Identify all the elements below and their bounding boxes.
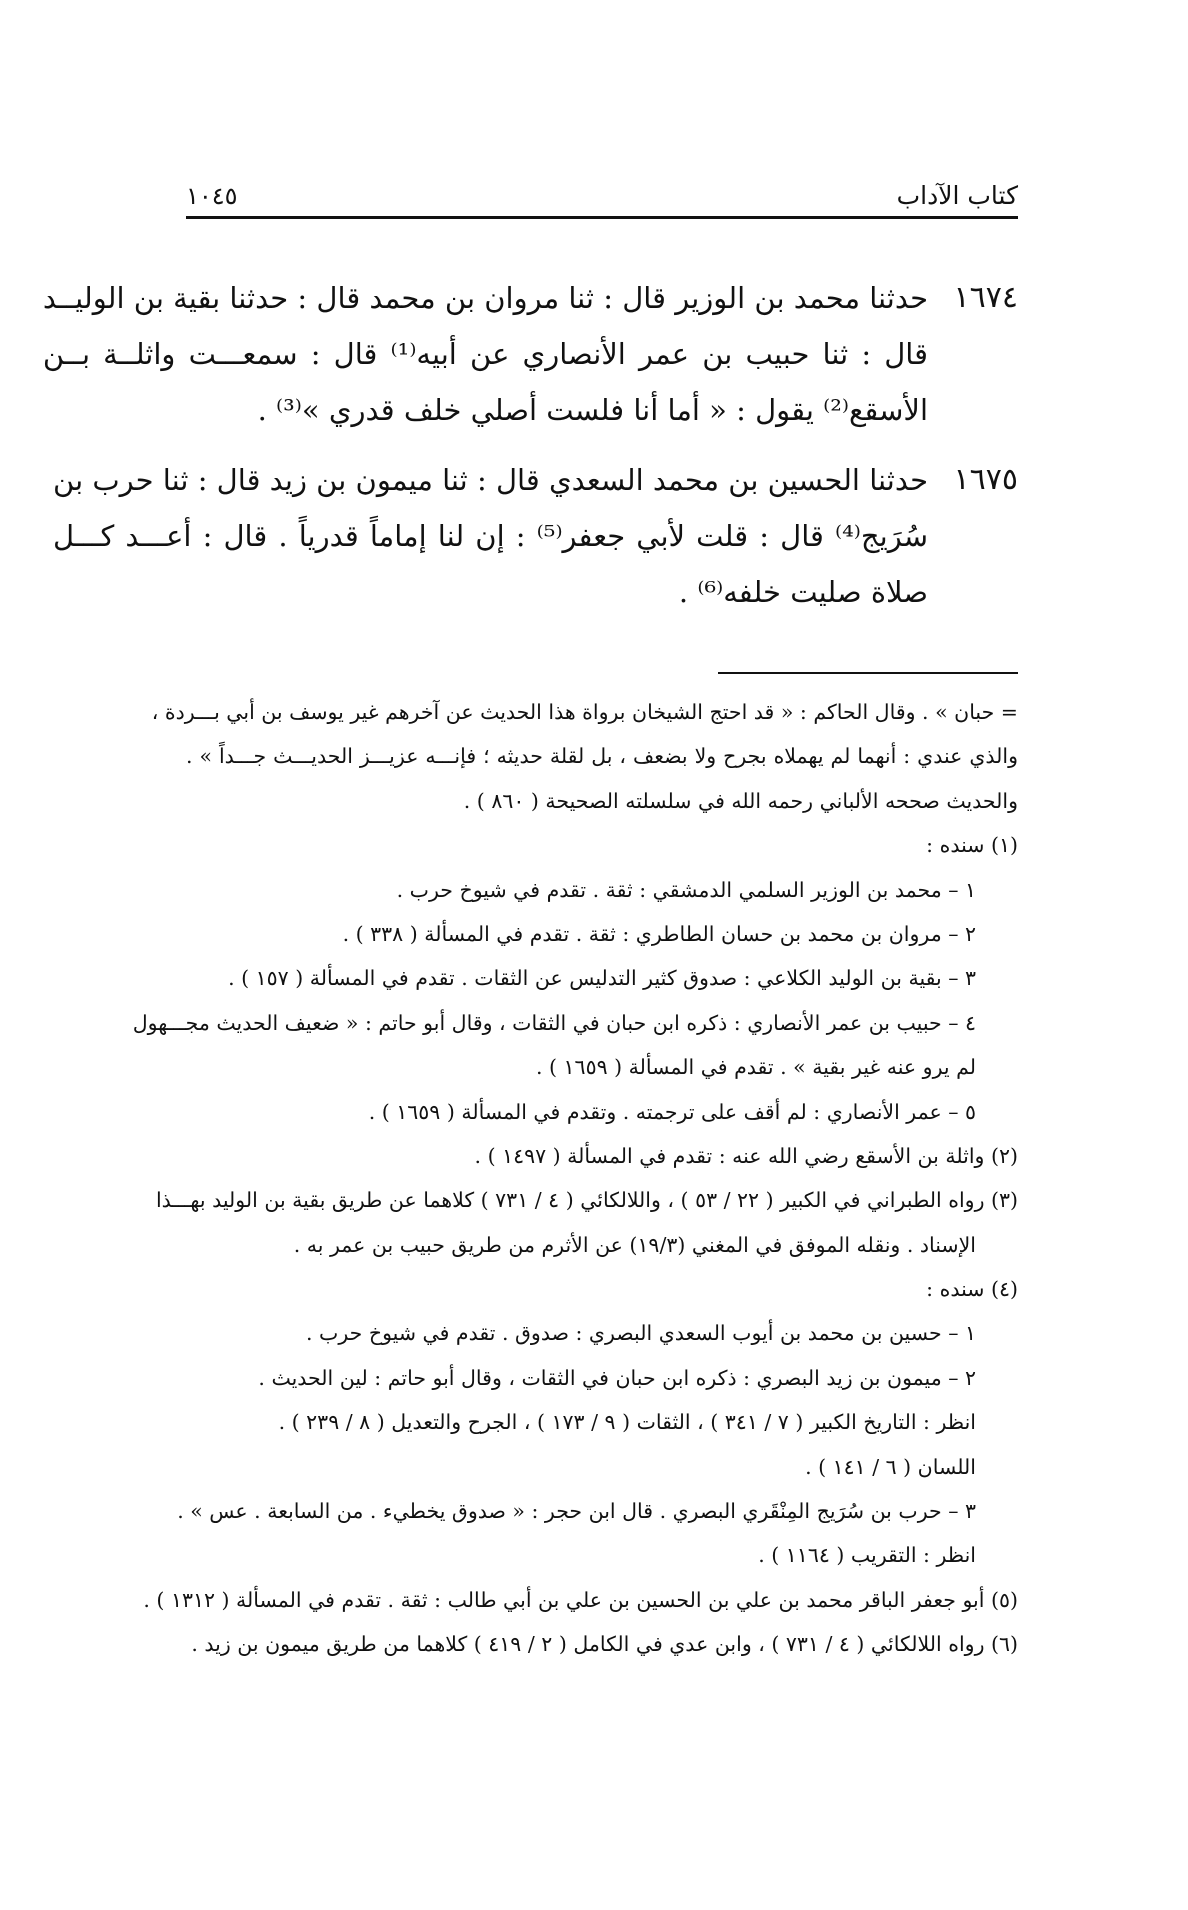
page-number: ١٠٤٥ [186, 182, 238, 210]
footnote-line: ٣ – بقية بن الوليد الكلاعي : صدوق كثير التدليس عن الثقات . تقدم في المسألة ( ١٥٧ ) . [228, 966, 976, 991]
main-text [42, 270, 1018, 634]
footnote-line: (٢) واثلة بن الأسقع رضي الله عنه : تقدم في المسألة ( ١٤٩٧ ) . [474, 1143, 1018, 1168]
footnote-line: ٣ – حرب بن سُرَيج المِنْقَري البصري . قال ابن حجر : « صدوق يخطيء . من السابعة . عس » . [177, 1499, 976, 1524]
book-title: كتاب الآداب [896, 181, 1018, 210]
text-line: صلاة صليت خلفه⁽⁶⁾ . [678, 575, 928, 609]
footnote-line: ١ – حسين بن محمد بن أيوب السعدي البصري : صدوق . تقدم في شيوخ حرب . [306, 1321, 976, 1346]
footnote-line: (٦) رواه اللالكائي ( ٤ / ٧٣١ ) ، وابن عدي في الكامل ( ٢ / ٤١٩ ) كلاهما من طريق ميمون بن زيد . [191, 1632, 1018, 1657]
footnote-line: (٣) رواه الطبراني في الكبير ( ٢٢ / ٥٣ ) ، واللالكائي ( ٤ / ٧٣١ ) كلاهما عن طريق بقية بن الوليد بهـــذا [155, 1188, 1018, 1213]
footnote-line: اللسان ( ٦ / ١٤١ ) . [805, 1454, 976, 1479]
footnote-line: لم يرو عنه غير بقية » . تقدم في المسألة ( ١٦٥٩ ) . [536, 1055, 976, 1080]
text-line: حدثنا محمد بن الوزير قال : ثنا مروان بن محمد قال : حدثنا بقية بن الوليــد [42, 281, 928, 315]
footnote-line: والحديث صححه الألباني رحمه الله في سلسلته الصحيحة ( ٨٦٠ ) . [463, 788, 1018, 813]
footnote-line: ١ – محمد بن الوزير السلمي الدمشقي : ثقة . تقدم في شيوخ حرب . [396, 877, 976, 902]
text-line: قال : ثنا حبيب بن عمر الأنصاري عن أبيه⁽¹⁾ قال : سمعـــت واثلــة بــن [42, 337, 928, 371]
footnote-line: (٥) أبو جعفر الباقر محمد بن علي بن الحسين بن علي بن أبي طالب : ثقة . تقدم في المسألة ( ١٣١٢ ) . [143, 1587, 1018, 1612]
footnote-line: انظر : التقريب ( ١١٦٤ ) . [758, 1543, 976, 1568]
footnote-line: الإسناد . ونقله الموفق في المغني (١٩/٣) عن الأثرم من طريق حبيب بن عمر به . [293, 1232, 976, 1257]
footnote-line: والذي عندي : أنهما لم يهملاه بجرح ولا بضعف ، بل لقلة حديثه ؛ فإنـــه عزيـــز الحديـــث جـــداً » . [186, 744, 1018, 769]
footnotes [132, 690, 1018, 1667]
footnote-line: ٢ – ميمون بن زيد البصري : ذكره ابن حبان في الثقات ، وقال أبو حاتم : لين الحديث . [258, 1365, 976, 1390]
entry-number: ١٦٧٤ [953, 280, 1018, 315]
footnote-line: (١) سنده : [926, 833, 1018, 858]
entry-1675 [53, 452, 1018, 620]
entry-1674 [42, 270, 1018, 438]
footnote-line: انظر : التاريخ الكبير ( ٧ / ٣٤١ ) ، الثقات ( ٩ / ١٧٣ ) ، الجرح والتعديل ( ٨ / ٢٣٩ ) . [278, 1410, 976, 1435]
text-line: حدثنا الحسين بن محمد السعدي قال : ثنا ميمون بن زيد قال : ثنا حرب بن [53, 463, 928, 497]
page-header [186, 176, 1018, 219]
footnote-line: ٥ – عمر الأنصاري : لم أقف على ترجمته . وتقدم في المسألة ( ١٦٥٩ ) . [368, 1099, 976, 1124]
footnote-line: ٢ – مروان بن محمد بن حسان الطاطري : ثقة . تقدم في المسألة ( ٣٣٨ ) . [342, 921, 976, 946]
footnote-line: ٤ – حبيب بن عمر الأنصاري : ذكره ابن حبان في الثقات ، وقال أبو حاتم : « ضعيف الحديث مجـــهول [132, 1010, 976, 1035]
text-line: سُرَيج⁽⁴⁾ قال : قلت لأبي جعفر⁽⁵⁾ : إن لنا إماماً قدرياً . قال : أعـــد كـــل [53, 519, 929, 553]
text-line: الأسقع⁽²⁾ يقول : « أما أنا فلست أصلي خلف قدري »⁽³⁾ . [257, 393, 928, 427]
entry-body [43, 270, 928, 438]
footnote-line: = حبان » . وقال الحاكم : « قد احتج الشيخان برواة هذا الحديث عن آخرهم غير يوسف بن أبي بـــردة ، [151, 700, 1018, 724]
entry-body [53, 452, 928, 620]
entry-number: ١٦٧٥ [953, 462, 1018, 497]
footnote-separator [718, 672, 1018, 674]
footnote-line: (٤) سنده : [926, 1277, 1018, 1302]
